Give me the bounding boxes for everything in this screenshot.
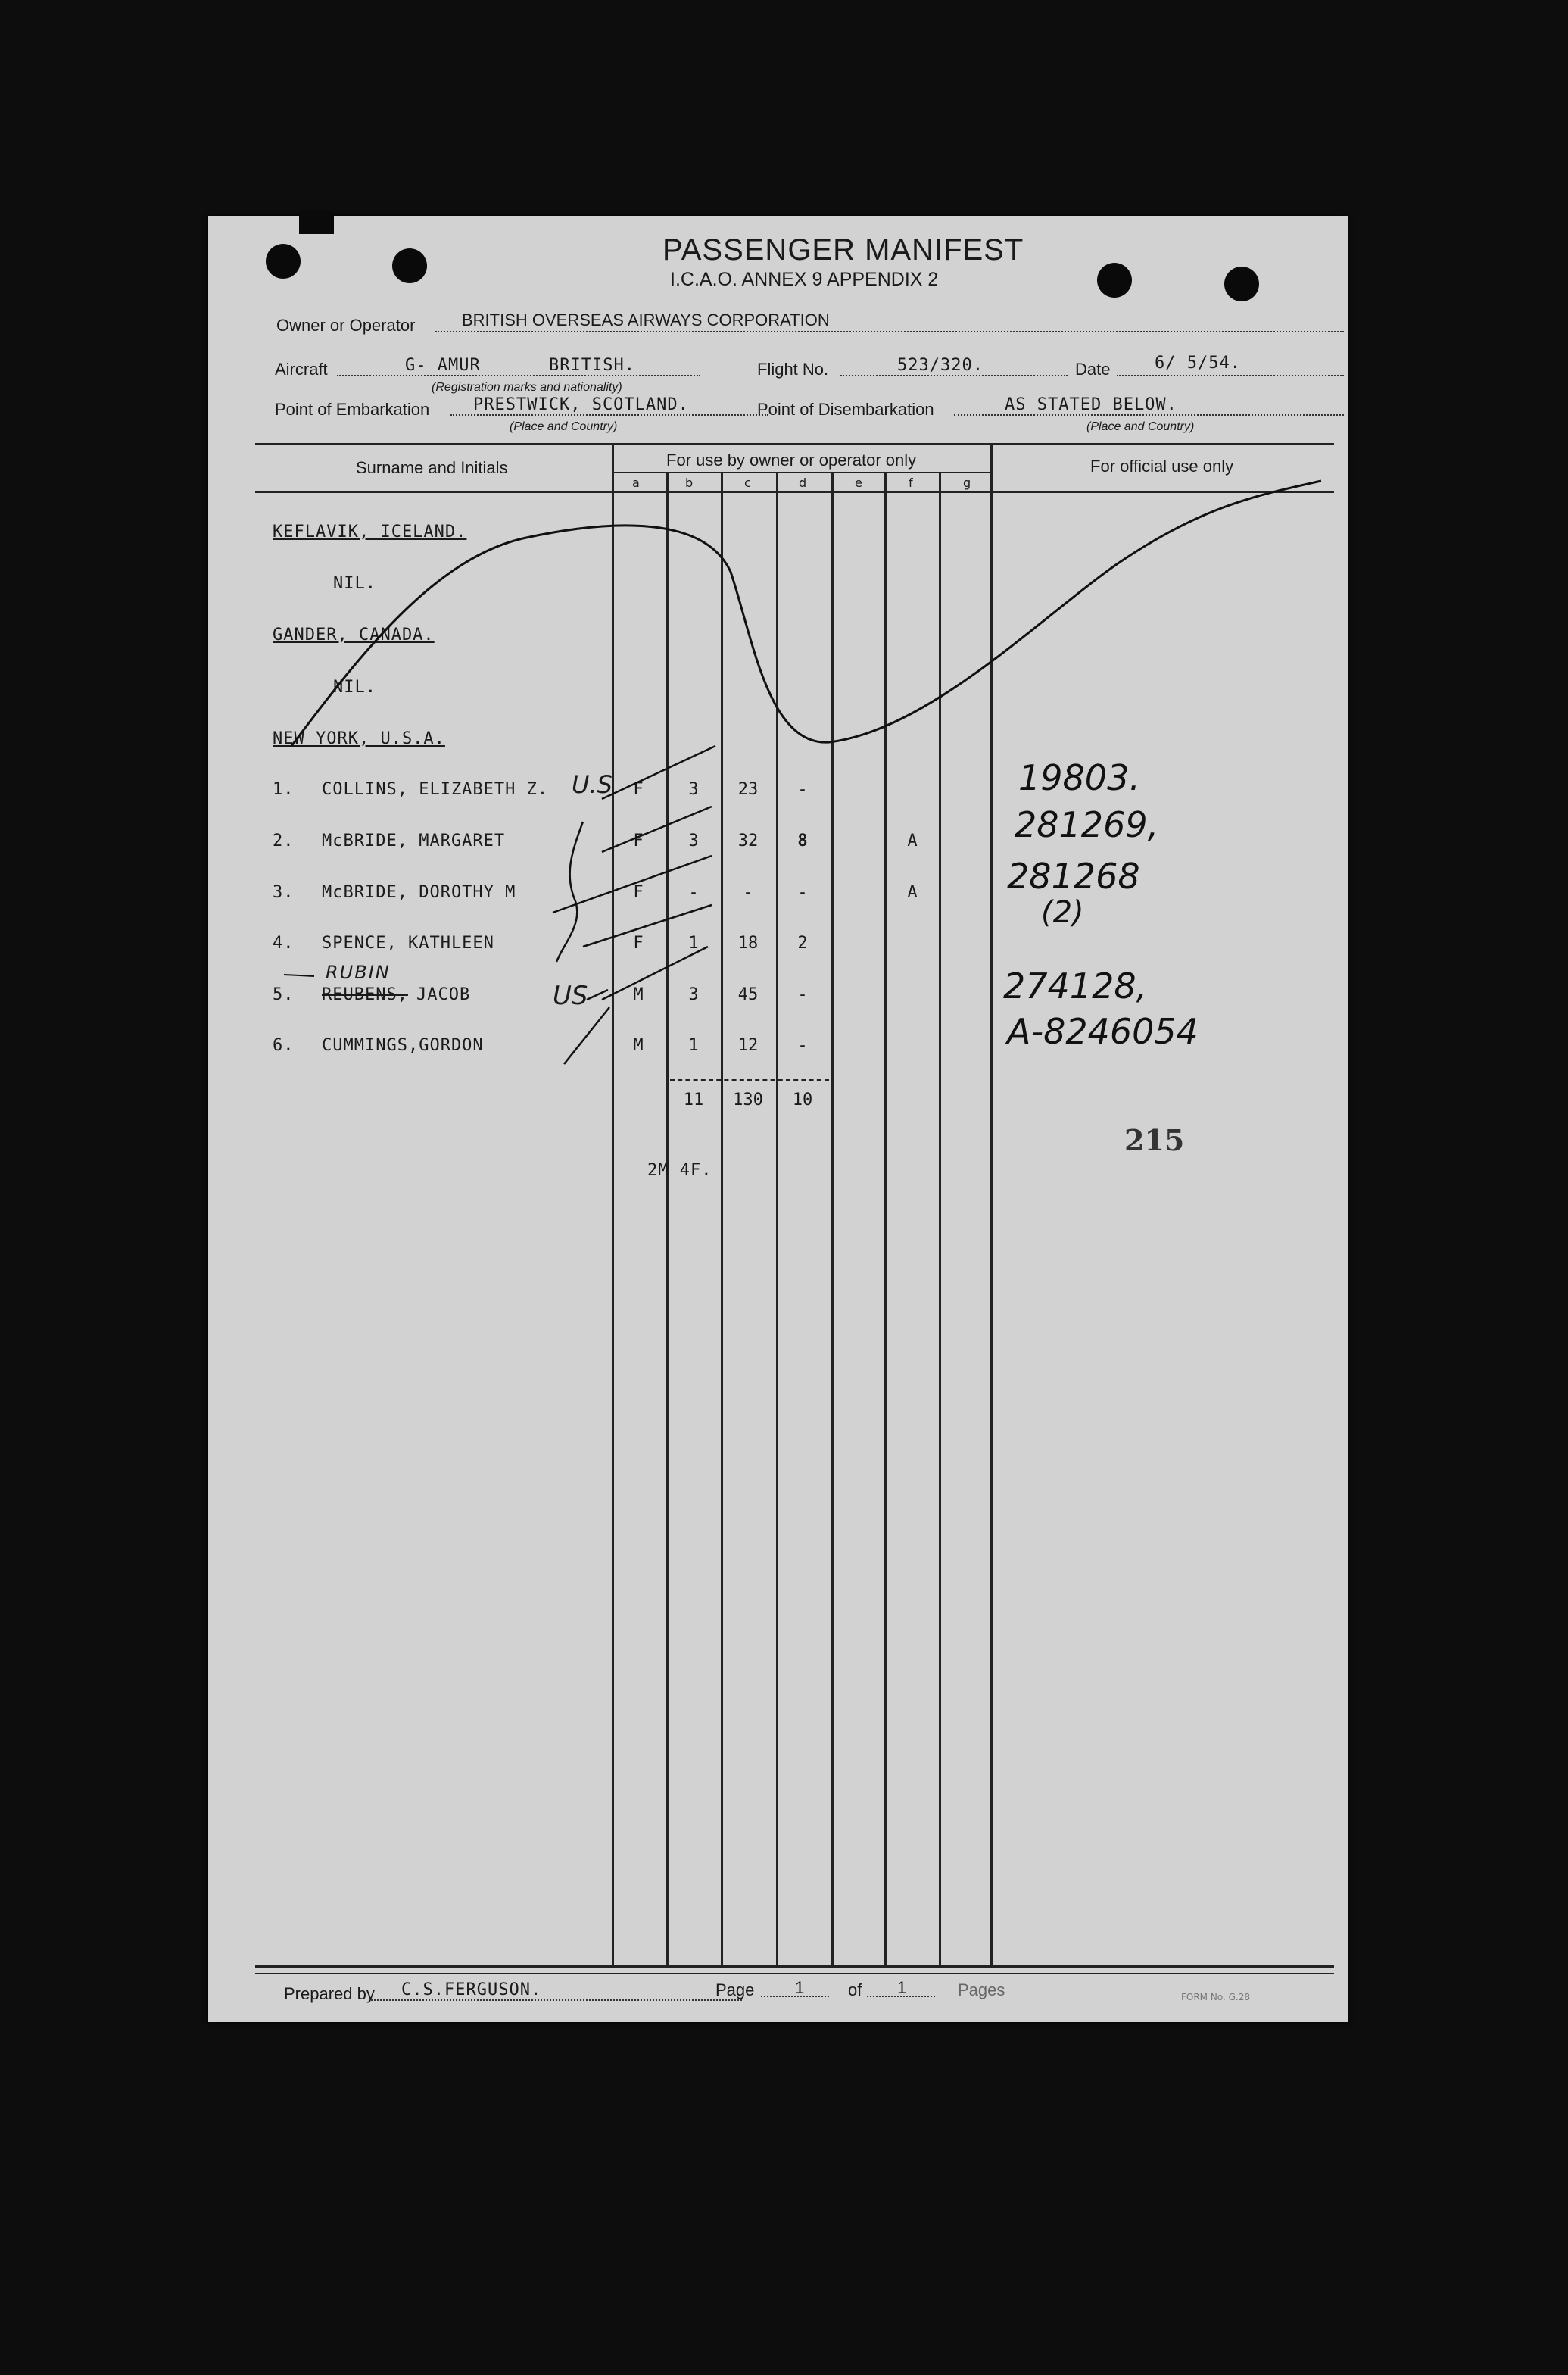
us-mark-row1: U.S	[572, 770, 613, 799]
cell-d: 2	[797, 934, 808, 953]
page-number: 1	[795, 1978, 805, 1997]
stop-new-york: NEW YORK, U.S.A.	[273, 729, 445, 748]
cell-a: F	[633, 832, 644, 850]
embark-note: (Place and Country)	[510, 420, 618, 433]
subcol-d: d	[799, 476, 807, 490]
official-note-2: 281269,	[1015, 804, 1159, 845]
cell-a: M	[633, 1036, 644, 1055]
manifest-sheet	[208, 216, 1348, 2022]
subcol-c: c	[744, 476, 751, 490]
tick-stroke	[564, 1007, 609, 1064]
pen-curve	[291, 481, 1321, 746]
passenger-name: COLLINS, ELIZABETH Z.	[322, 780, 549, 799]
cell-c: 18	[737, 934, 759, 953]
cell-c: 23	[737, 780, 759, 799]
cell-c: -	[743, 883, 753, 902]
us-mark-row5: US	[553, 981, 588, 1011]
page-label: Page	[715, 1980, 755, 1999]
owner-label: Owner or Operator	[276, 316, 416, 335]
passenger-name-rest: JACOB	[416, 985, 471, 1004]
disembark-value: AS STATED BELOW.	[1005, 395, 1177, 414]
stop-keflavik-note: NIL.	[333, 574, 376, 593]
aircraft-label: Aircraft	[275, 360, 328, 379]
cell-b: 1	[688, 1036, 699, 1055]
total-c: 130	[733, 1091, 763, 1109]
total-d: 10	[792, 1091, 813, 1109]
subcol-f: f	[909, 476, 913, 490]
tick-stroke	[583, 905, 712, 947]
tick-stroke	[602, 947, 708, 1000]
flight-value: 523/320.	[897, 356, 984, 375]
stop-keflavik: KEFLAVIK, ICELAND.	[273, 523, 467, 541]
passenger-name: CUMMINGS,GORDON	[322, 1036, 484, 1055]
registration-note: (Registration marks and nationality)	[432, 381, 622, 394]
cell-c: 32	[737, 832, 759, 850]
cell-d: -	[797, 985, 808, 1004]
page-total: 1	[897, 1978, 907, 1997]
aircraft-nationality: BRITISH.	[549, 356, 635, 375]
stop-gander-note: NIL.	[333, 678, 376, 697]
disembark-note: (Place and Country)	[1086, 420, 1195, 433]
tick-stroke	[602, 807, 712, 852]
sex-summary: 2M 4F.	[647, 1161, 712, 1180]
cell-f: A	[907, 832, 918, 850]
cell-c: 12	[737, 1036, 759, 1055]
cell-d: -	[797, 883, 808, 902]
cell-a: F	[633, 883, 644, 902]
passenger-name: McBRIDE, DOROTHY M	[322, 883, 516, 902]
page-subtitle: I.C.A.O. ANNEX 9 APPENDIX 2	[670, 269, 939, 290]
name-correction-handwritten: RUBIN	[326, 962, 391, 983]
official-note-4: (2)	[1041, 895, 1084, 930]
row-number: 5.	[273, 985, 295, 1004]
row-number: 4.	[273, 934, 295, 953]
page-title: PASSENGER MANIFEST	[662, 233, 1024, 267]
stop-gander: GANDER, CANADA.	[273, 626, 435, 644]
form-number: FORM No. G.28	[1181, 1992, 1250, 2002]
cell-d: -	[797, 780, 808, 799]
prepared-value: C.S.FERGUSON.	[401, 1980, 542, 1999]
of-label: of	[848, 1980, 862, 1999]
cell-a: M	[633, 985, 644, 1004]
row-number: 2.	[273, 832, 295, 850]
official-note-1: 19803.	[1018, 757, 1140, 798]
pen-strokes	[208, 216, 1348, 2022]
cell-b: -	[688, 883, 699, 902]
row-number: 6.	[273, 1036, 295, 1055]
pages-label: Pages	[958, 1980, 1005, 1999]
embark-value: PRESTWICK, SCOTLAND.	[473, 395, 689, 414]
row-number: 1.	[273, 780, 295, 799]
passenger-name: SPENCE, KATHLEEN	[322, 934, 494, 953]
cell-b: 3	[688, 985, 699, 1004]
cell-d: -	[797, 1036, 808, 1055]
subcol-b: b	[685, 476, 694, 490]
cell-f: A	[907, 883, 918, 902]
subcol-g: g	[963, 476, 971, 490]
passenger-name-struck: REUBENS,	[322, 985, 408, 1004]
subcol-a: a	[632, 476, 640, 490]
subcol-e: e	[855, 476, 862, 490]
stamp-number: 215	[1124, 1123, 1185, 1157]
cell-a: F	[633, 780, 644, 799]
cell-b: 1	[688, 934, 699, 953]
brace-stroke	[556, 822, 583, 962]
col-official-header: For official use only	[1090, 457, 1234, 476]
flight-label: Flight No.	[757, 360, 829, 379]
total-b: 11	[683, 1091, 704, 1109]
aircraft-reg: G- AMUR	[405, 356, 481, 375]
tick-stroke	[602, 746, 715, 799]
cell-b: 3	[688, 832, 699, 850]
col-owner-use-header: For use by owner or operator only	[666, 451, 917, 470]
cell-c: 45	[737, 985, 759, 1004]
official-note-5: 274128,	[1003, 966, 1148, 1006]
disembark-label: Point of Disembarkation	[757, 400, 934, 419]
cell-d: 8	[797, 832, 808, 850]
date-value: 6/ 5/54.	[1155, 354, 1241, 373]
col-surname-header: Surname and Initials	[356, 458, 508, 477]
passenger-name: McBRIDE, MARGARET	[322, 832, 506, 850]
owner-value: BRITISH OVERSEAS AIRWAYS CORPORATION	[462, 311, 830, 329]
cell-b: 3	[688, 780, 699, 799]
embark-label: Point of Embarkation	[275, 400, 430, 419]
prepared-label: Prepared by	[284, 1984, 375, 2003]
official-note-3: 281268	[1007, 856, 1140, 897]
correction-underline	[284, 975, 314, 976]
cell-a: F	[633, 934, 644, 953]
row-number: 3.	[273, 883, 295, 902]
official-note-6: A-8246054	[1007, 1011, 1199, 1052]
date-label: Date	[1075, 360, 1111, 379]
